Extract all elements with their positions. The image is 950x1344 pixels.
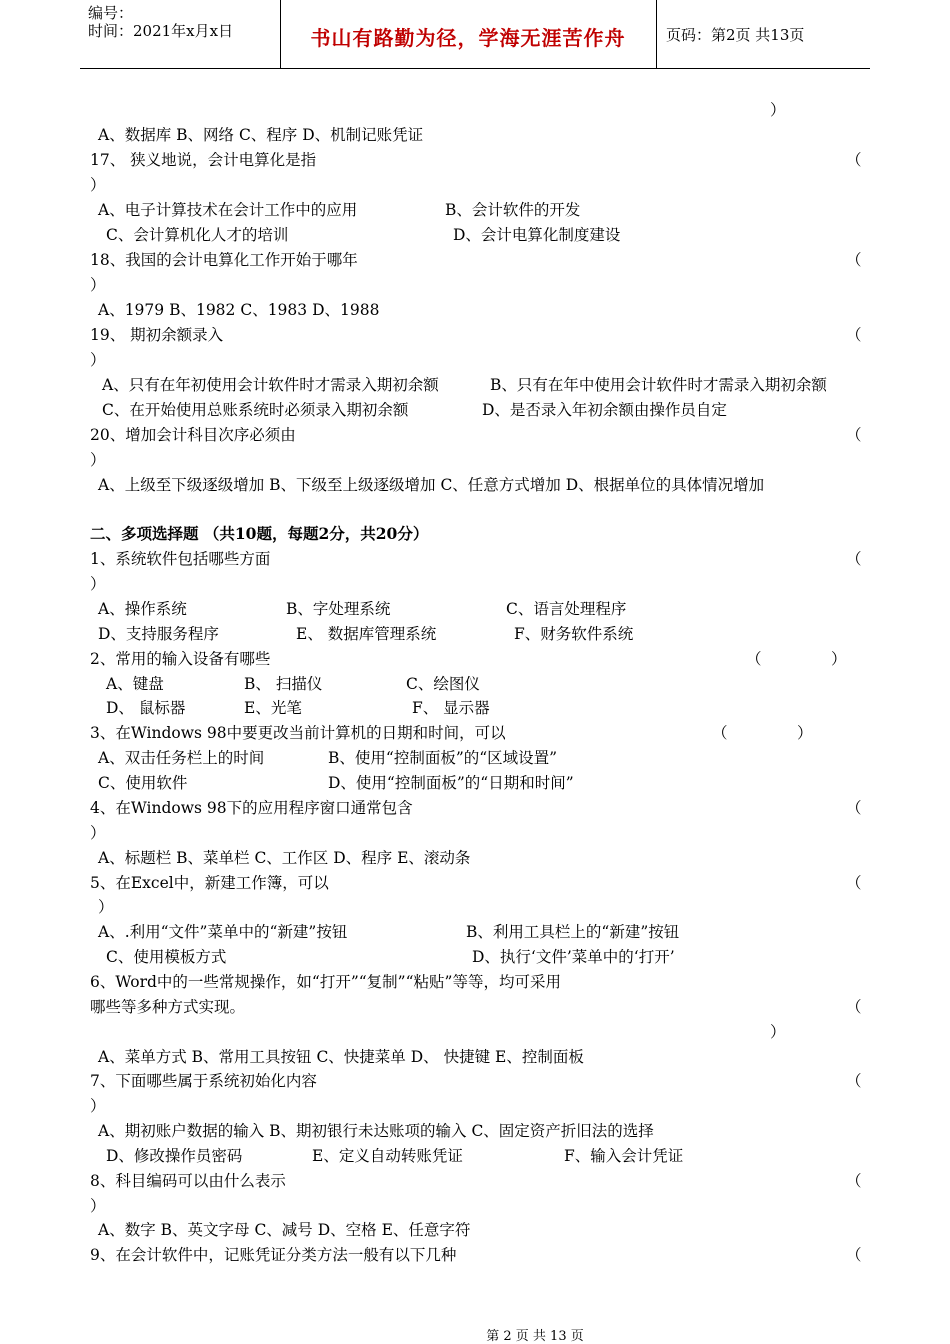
text-line: C、绘图仪 — [406, 675, 480, 693]
text-line: E、定义自动转账凭证 — [312, 1147, 463, 1165]
text-line: A、双击任务栏上的时间 — [98, 749, 265, 767]
number-label: 编号： — [88, 4, 134, 22]
text-line: A、数据库 B、网络 C、程序 D、机制记账凭证 — [98, 126, 424, 144]
text-line: C、使用软件 — [98, 774, 188, 792]
text-line: B、利用工具栏上的“新建”按钮 — [466, 923, 680, 941]
text-line: ） — [90, 351, 106, 369]
text-line: A、键盘 — [106, 675, 164, 693]
text-line: 4、在Windows 98下的应用程序窗口通常包含 — [90, 799, 413, 817]
text-line: 哪些等多种方式实现。 — [90, 998, 246, 1016]
text-line: A、标题栏 B、菜单栏 C、工作区 D、程序 E、滚动条 — [98, 849, 471, 867]
text-line: A、电子计算技术在会计工作中的应用 — [98, 201, 358, 219]
text-line: C、语言处理程序 — [506, 600, 627, 618]
text-line: 3、在Windows 98中要更改当前计算机的日期和时间，可以 — [90, 724, 506, 742]
page-header — [80, 0, 870, 69]
text-line: （ — [712, 724, 728, 742]
text-line: A、数字 B、英文字母 C、减号 D、空格 E、任意字符 — [98, 1221, 471, 1239]
text-line: D、支持服务程序 — [98, 625, 219, 643]
text-line: ） — [90, 1097, 106, 1115]
text-line: A、操作系统 — [98, 600, 187, 618]
text-line: C、在开始使用总账系统时必须录入期初余额 — [102, 401, 409, 419]
text-line: B、会计软件的开发 — [445, 201, 581, 219]
text-line: A、1979 B、1982 C、1983 D、1988 — [98, 301, 380, 319]
text-line: D、会计电算化制度建设 — [453, 226, 621, 244]
text-line: A、菜单方式 B、常用工具按钮 C、快捷菜单 D、 快捷键 E、控制面板 — [98, 1048, 584, 1066]
text-line: 1、系统软件包括哪些方面 — [90, 550, 271, 568]
text-line: （ — [846, 1172, 862, 1190]
text-line: 5、在Excel中，新建工作簿，可以 — [90, 874, 329, 892]
text-line: A、.利用“文件”菜单中的“新建”按钮 — [98, 923, 348, 941]
text-line: D、修改操作员密码 — [106, 1147, 243, 1165]
text-line: （ — [846, 998, 862, 1016]
text-line: （ — [746, 650, 762, 668]
text-line: C、会计算机化人才的培训 — [106, 226, 289, 244]
text-line: B、只有在年中使用会计软件时才需录入期初余额 — [490, 376, 827, 394]
text-line: B、字处理系统 — [286, 600, 391, 618]
text-line: ） — [797, 724, 813, 742]
header-divider — [656, 0, 657, 68]
text-line: ） — [770, 1023, 786, 1041]
text-line: F、 显示器 — [412, 699, 490, 717]
text-line: ） — [770, 101, 786, 119]
text-line: （ — [846, 426, 862, 444]
text-line: D、 鼠标器 — [106, 699, 186, 717]
header-page-label: 页码：第2页 共13页 — [666, 26, 805, 44]
text-line: ） — [90, 824, 106, 842]
text-line: 19、 期初余额录入 — [90, 326, 224, 344]
text-line: 2、常用的输入设备有哪些 — [90, 650, 271, 668]
text-line: E、光笔 — [244, 699, 302, 717]
text-line: B、使用“控制面板”的“区域设置” — [328, 749, 558, 767]
text-line: 8、科目编码可以由什么表示 — [90, 1172, 286, 1190]
text-line: ） — [90, 575, 106, 593]
header-motto: 书山有路勤为径，学海无涯苦作舟 — [310, 26, 626, 50]
text-line: D、使用“控制面板”的“日期和时间” — [328, 774, 574, 792]
text-line: （ — [846, 151, 862, 169]
page-footer: 第 2 页 共 13 页 — [486, 1329, 584, 1344]
text-line: E、 数据库管理系统 — [296, 625, 437, 643]
text-line: ） — [90, 276, 106, 294]
text-line: 二、多项选择题 （共10题，每题2分，共20分） — [90, 524, 429, 543]
text-line: （ — [846, 874, 862, 892]
text-line: D、执行‘文件’菜单中的‘打开’ — [472, 948, 675, 966]
text-line: 17、 狭义地说，会计电算化是指 — [90, 151, 317, 169]
text-line: （ — [846, 1072, 862, 1090]
header-meta — [88, 4, 233, 40]
time-label: 时间：2021年x月x日 — [88, 22, 234, 40]
text-line: D、是否录入年初余额由操作员自定 — [482, 401, 727, 419]
text-line: （ — [846, 1246, 862, 1264]
text-line: ） — [831, 650, 847, 668]
text-line: ） — [90, 451, 106, 469]
text-line: （ — [846, 550, 862, 568]
text-line: （ — [846, 799, 862, 817]
text-line: （ — [846, 251, 862, 269]
text-line: A、上级至下级逐级增加 B、下级至上级逐级增加 C、任意方式增加 D、根据单位的具体情况增加 — [98, 476, 765, 494]
text-line: F、输入会计凭证 — [564, 1147, 684, 1165]
text-line: F、财务软件系统 — [514, 625, 634, 643]
text-line: ） — [90, 176, 106, 194]
text-line: ） — [90, 1197, 106, 1215]
text-line: 7、下面哪些属于系统初始化内容 — [90, 1072, 317, 1090]
text-line: ） — [98, 898, 114, 916]
text-line: 18、我国的会计电算化工作开始于哪年 — [90, 251, 358, 269]
text-line: C、使用模板方式 — [106, 948, 227, 966]
text-line: A、只有在年初使用会计软件时才需录入期初余额 — [102, 376, 439, 394]
text-line: B、 扫描仪 — [244, 675, 323, 693]
text-line: （ — [846, 326, 862, 344]
text-line: 20、增加会计科目次序必须由 — [90, 426, 296, 444]
text-line: 9、在会计软件中，记账凭证分类方法一般有以下几种 — [90, 1246, 457, 1264]
text-line: 6、Word中的一些常规操作，如“打开”“复制”“粘贴”等等，均可采用 — [90, 973, 561, 991]
header-divider — [280, 0, 281, 68]
text-line: A、期初账户数据的输入 B、期初银行未达账项的输入 C、固定资产折旧法的选择 — [98, 1122, 654, 1140]
